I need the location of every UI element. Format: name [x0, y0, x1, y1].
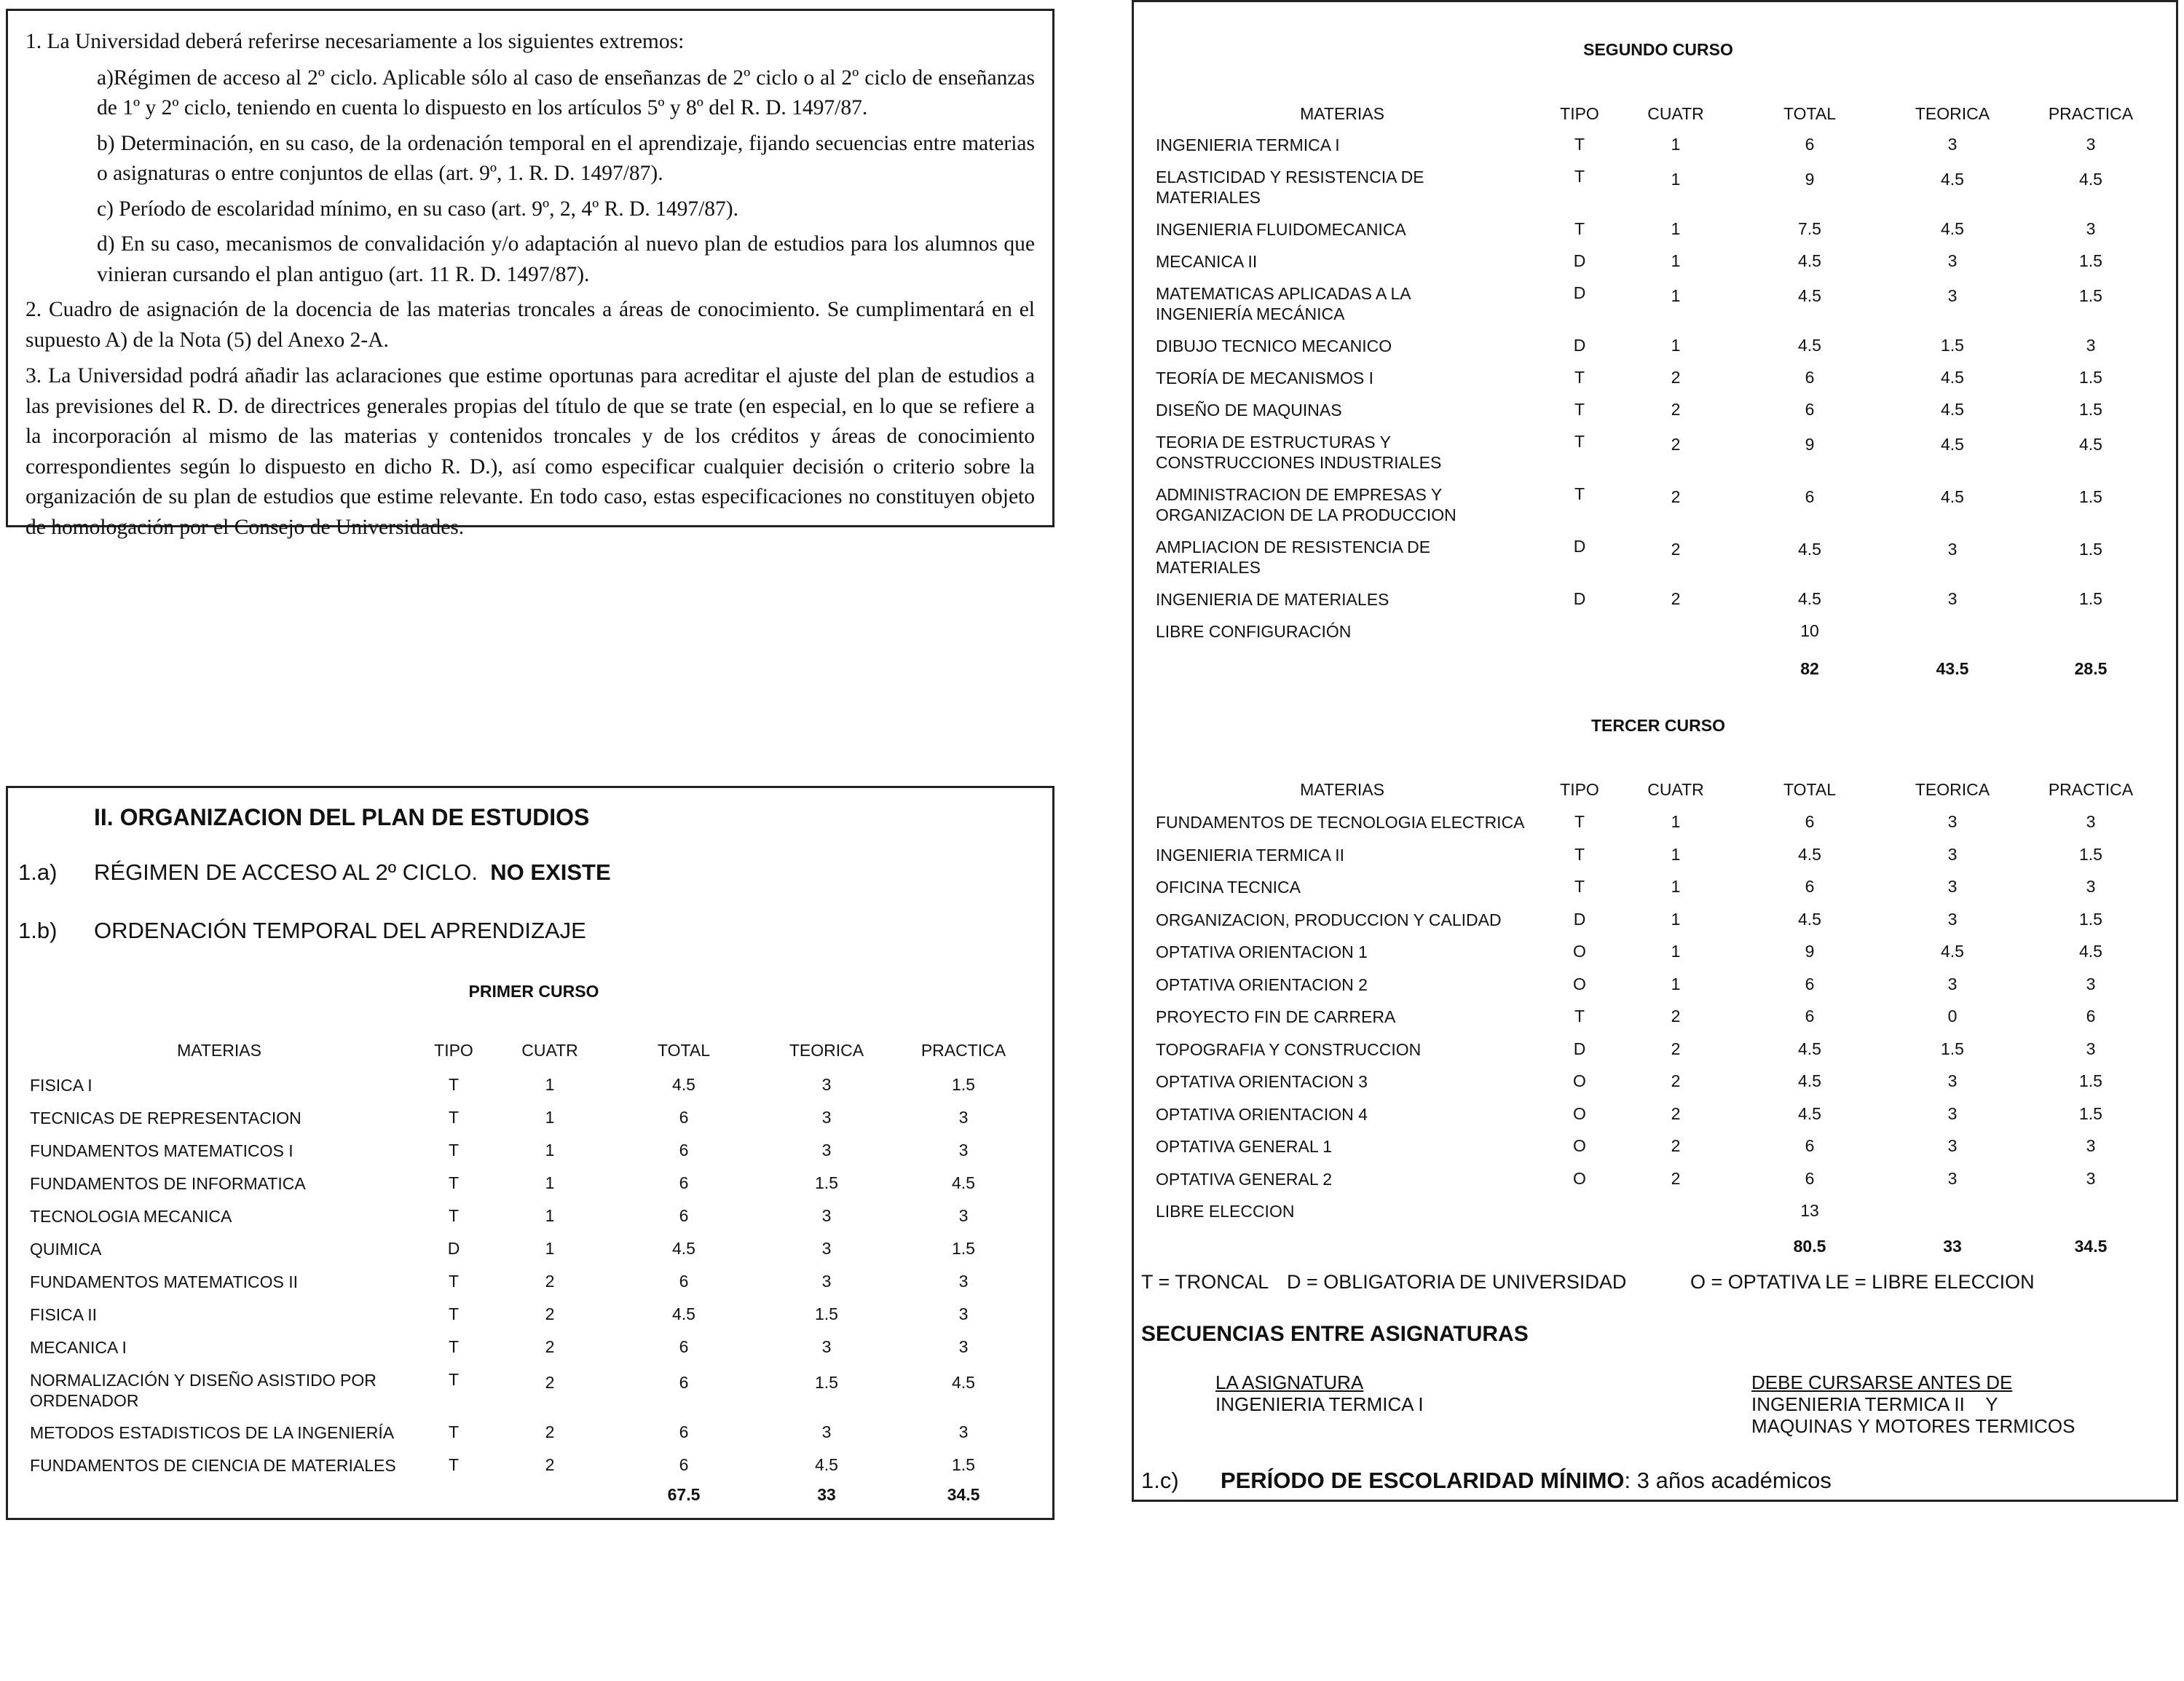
- instruction-item-1c: c) Período de escolaridad mínimo, en su caso (art. 9º, 2, 4º R. D. 1497/87).: [97, 197, 738, 221]
- primer-row-tipo: T: [448, 1206, 460, 1225]
- primer-row-teorica: 3: [821, 1108, 832, 1127]
- segundo-row-total: 6: [1805, 400, 1815, 419]
- segundo-row-teorica: 4.5: [1941, 400, 1964, 419]
- secuencias-col1: [1215, 1371, 1424, 1415]
- primer-row-teorica: 4.5: [815, 1455, 838, 1474]
- primer-row-teorica: 3: [821, 1337, 832, 1356]
- tercer-row-total: 6: [1805, 877, 1815, 896]
- tercer-row-cuatr: 1: [1671, 942, 1681, 961]
- primer-row-practica: 3: [958, 1141, 969, 1160]
- secuencias-col2-head: DEBE CURSARSE ANTES DE: [1751, 1371, 2013, 1393]
- primer-row-teorica: 3: [821, 1239, 832, 1258]
- segundo-row-cuatr: 1: [1671, 251, 1681, 270]
- tercer-row-cuatr: 2: [1671, 1136, 1681, 1155]
- primer-row-practica: 3: [958, 1337, 969, 1356]
- tercer-row-practica: 3: [2086, 974, 2096, 993]
- segundo-header-teorica: TEORICA: [1915, 104, 1990, 123]
- segundo-row-materia: INGENIERIA DE MATERIALES: [1156, 590, 1389, 609]
- segundo-row-teorica: 4.5: [1941, 487, 1964, 506]
- segundo-row-tipo: D: [1573, 336, 1586, 355]
- segundo-row-cuatr: 2: [1671, 540, 1681, 559]
- tercer-row-tipo: O: [1573, 1168, 1586, 1188]
- instruction-item-1: 1. La Universidad deberá referirse necesariamente a los siguientes extremos:: [25, 30, 685, 53]
- tercer-row-cuatr: 2: [1671, 1071, 1681, 1090]
- segundo-row-cuatr: 1: [1671, 135, 1681, 154]
- segundo-row-tipo: T: [1574, 368, 1585, 387]
- segundo-row-total: 9: [1805, 170, 1815, 189]
- heading-1b-number: 1.b): [18, 918, 58, 943]
- tercer-row-materia: PROYECTO FIN DE CARRERA: [1156, 1007, 1396, 1026]
- segundo-row-tipo: D: [1573, 537, 1586, 556]
- tercer-header-cuatr: CUATR: [1647, 780, 1704, 799]
- tercer-row-materia: LIBRE ELECCION: [1156, 1202, 1295, 1221]
- primer-row-cuatr: 2: [545, 1304, 555, 1323]
- legend-troncal: T = TRONCAL: [1141, 1271, 1269, 1293]
- primer-row-materia: FISICA II: [30, 1305, 98, 1324]
- tercer-row-total: 13: [1800, 1201, 1819, 1220]
- secuencias-col2: [1751, 1371, 2075, 1437]
- tercer-row-teorica: 3: [1947, 909, 1958, 929]
- primer-row-total: 6: [679, 1141, 689, 1160]
- primer-row-total: 6: [679, 1272, 689, 1291]
- segundo-row-materia: TEORIA DE ESTRUCTURAS Y CONSTRUCCIONES INDUSTRIALES: [1156, 433, 1442, 472]
- tercer-row-tipo: T: [1574, 877, 1585, 896]
- tercer-row-cuatr: 2: [1671, 1168, 1681, 1188]
- segundo-row-materia: INGENIERIA TERMICA I: [1156, 135, 1340, 154]
- primer-header-teorica: TEORICA: [789, 1041, 864, 1060]
- segundo-row-cuatr: 2: [1671, 487, 1681, 506]
- segundo-row-practica: 3: [2086, 135, 2096, 154]
- tercer-row-teorica: 4.5: [1941, 942, 1964, 961]
- primer-row-materia: METODOS ESTADISTICOS DE LA INGENIERÍA: [30, 1423, 395, 1442]
- primer-row-teorica: 3: [821, 1272, 832, 1291]
- tercer-row-materia: OPTATIVA ORIENTACION 3: [1156, 1072, 1368, 1091]
- segundo-row-teorica: 3: [1947, 251, 1958, 270]
- tercer-row-teorica: 3: [1947, 974, 1958, 993]
- primer-row-total: 6: [679, 1422, 689, 1441]
- primer-row-practica: 1.5: [952, 1239, 975, 1258]
- primer-row-teorica: 1.5: [815, 1373, 838, 1392]
- primer-row-tipo: T: [448, 1304, 460, 1323]
- tercer-row-materia: OPTATIVA ORIENTACION 1: [1156, 942, 1368, 961]
- segundo-row-tipo: D: [1573, 251, 1586, 270]
- segundo-row-materia: ELASTICIDAD Y RESISTENCIA DE MATERIALES: [1156, 168, 1424, 207]
- primer-header-tipo: TIPO: [434, 1041, 473, 1060]
- segundo-row-materia: INGENIERIA FLUIDOMECANICA: [1156, 220, 1406, 239]
- tercer-row-materia: OFICINA TECNICA: [1156, 878, 1301, 897]
- segundo-header-cuatr: CUATR: [1647, 104, 1704, 123]
- tercer-row-total: 4.5: [1798, 1103, 1821, 1123]
- tercer-row-total: 6: [1805, 1007, 1815, 1025]
- tercer-row-practica: 1.5: [2079, 1071, 2102, 1090]
- primer-total-total: 67.5: [667, 1485, 701, 1504]
- tercer-header-teorica: TEORICA: [1915, 780, 1990, 799]
- heading-1a-value: NO EXISTE: [490, 859, 611, 885]
- primer-row-teorica: 1.5: [815, 1304, 838, 1323]
- segundo-row-teorica: 4.5: [1941, 170, 1964, 189]
- tercer-row-practica: 1.5: [2079, 909, 2102, 929]
- secuencias-col2-line2: MAQUINAS Y MOTORES TERMICOS: [1751, 1415, 2075, 1437]
- primer-row-practica: 3: [958, 1206, 969, 1225]
- segundo-row-materia: DISEÑO DE MAQUINAS: [1156, 401, 1342, 420]
- primer-row-teorica: 3: [821, 1422, 832, 1441]
- tercer-row-materia: FUNDAMENTOS DE TECNOLOGIA ELECTRICA: [1156, 813, 1525, 832]
- primer-row-materia: FISICA I: [30, 1076, 92, 1095]
- primer-row-teorica: 1.5: [815, 1173, 838, 1192]
- primer-total-teorica: 33: [817, 1485, 836, 1504]
- primer-row-cuatr: 1: [545, 1173, 555, 1192]
- segundo-row-tipo: T: [1574, 484, 1585, 503]
- primer-row-practica: 3: [958, 1272, 969, 1291]
- segundo-row-practica: 1.5: [2079, 540, 2102, 559]
- segundo-row-materia: MECANICA II: [1156, 252, 1258, 271]
- segundo-header-total: TOTAL: [1783, 104, 1836, 123]
- segundo-row-teorica: 4.5: [1941, 219, 1964, 238]
- tercer-row-teorica: 3: [1947, 812, 1958, 831]
- segundo-row-teorica: 4.5: [1941, 368, 1964, 387]
- tercer-row-materia: OPTATIVA GENERAL 2: [1156, 1169, 1332, 1189]
- segundo-row-practica: 3: [2086, 336, 2096, 355]
- instruction-item-2: 2. Cuadro de asignación de la docencia de las materias troncales a áreas de conocimiento. Se cumplimentará en el supuesto A) de la Nota (5) del Anexo 2-A.: [25, 298, 1035, 352]
- primer-row-cuatr: 1: [545, 1108, 555, 1127]
- primer-row-tipo: T: [448, 1337, 460, 1356]
- tercer-row-total: 4.5: [1798, 1039, 1821, 1058]
- organization-box: [6, 786, 1054, 1520]
- tercer-row-materia: OPTATIVA ORIENTACION 4: [1156, 1104, 1368, 1124]
- periodo-value: : 3 años académicos: [1624, 1468, 1832, 1493]
- primer-row-cuatr: 2: [545, 1373, 555, 1392]
- tercer-row-cuatr: 1: [1671, 877, 1681, 896]
- tercer-row-materia: INGENIERIA TERMICA II: [1156, 845, 1345, 865]
- tercer-row-teorica: 3: [1947, 1136, 1958, 1155]
- segundo-header-tipo: TIPO: [1560, 104, 1599, 123]
- primer-row-practica: 1.5: [952, 1075, 975, 1094]
- tercer-row-tipo: T: [1574, 812, 1585, 831]
- primer-row-total: 4.5: [672, 1239, 695, 1258]
- heading-1b-text: ORDENACIÓN TEMPORAL DEL APRENDIZAJE: [94, 918, 586, 943]
- tercer-row-practica: 1.5: [2079, 1103, 2102, 1123]
- tercer-row-tipo: O: [1573, 1103, 1586, 1123]
- periodo-escolaridad: [1141, 1468, 1832, 1494]
- segundo-row-tipo: T: [1574, 219, 1585, 238]
- segundo-row-materia: AMPLIACION DE RESISTENCIA DE MATERIALES: [1156, 538, 1431, 577]
- tercer-header-total: TOTAL: [1783, 780, 1836, 799]
- segundo-row-total: 7.5: [1798, 219, 1821, 238]
- primer-row-cuatr: 1: [545, 1075, 555, 1094]
- tercer-row-materia: OPTATIVA ORIENTACION 2: [1156, 975, 1368, 994]
- tercer-total-practica: 34.5: [2074, 1236, 2108, 1256]
- segundo-row-cuatr: 2: [1671, 368, 1681, 387]
- primer-row-practica: 4.5: [952, 1373, 975, 1392]
- segundo-row-teorica: 1.5: [1941, 336, 1964, 355]
- tercer-title: TERCER CURSO: [1590, 716, 1725, 735]
- segundo-row-practica: 1.5: [2079, 368, 2102, 387]
- segundo-row-practica: 4.5: [2079, 170, 2102, 189]
- primer-row-tipo: T: [448, 1173, 460, 1192]
- tercer-row-total: 9: [1805, 942, 1815, 961]
- primer-row-practica: 1.5: [952, 1455, 975, 1474]
- segundo-total-teorica: 43.5: [1936, 659, 1969, 678]
- primer-row-practica: 3: [958, 1108, 969, 1127]
- tercer-row-tipo: O: [1573, 974, 1586, 993]
- segundo-row-tipo: T: [1574, 167, 1585, 186]
- primer-row-tipo: T: [448, 1272, 460, 1291]
- segundo-row-cuatr: 1: [1671, 170, 1681, 189]
- tercer-row-total: 6: [1805, 1168, 1815, 1188]
- primer-header-practica: PRACTICA: [920, 1041, 1006, 1060]
- primer-row-total: 4.5: [672, 1304, 695, 1323]
- tercer-row-practica: 3: [2086, 877, 2096, 896]
- tercer-total-teorica: 33: [1943, 1236, 1962, 1256]
- segundo-header-materias: MATERIAS: [1300, 104, 1384, 123]
- primer-row-teorica: 3: [821, 1206, 832, 1225]
- tercer-row-total: 4.5: [1798, 844, 1821, 864]
- instruction-item-1a: a)Régimen de acceso al 2º ciclo. Aplicable sólo al caso de enseñanzas de 2º ciclo o al 2º ciclo de enseñanzas de 1º y 2º ciclo, teniendo en cuenta lo dispuesto en los artículos 5º y 8º del R. D. 1497/87.: [97, 66, 1035, 119]
- segundo-row-total: 4.5: [1798, 336, 1821, 355]
- primer-row-tipo: T: [448, 1075, 460, 1094]
- segundo-row-total: 4.5: [1798, 251, 1821, 270]
- legend-obligatoria: D = OBLIGATORIA DE UNIVERSIDAD: [1287, 1271, 1627, 1293]
- segundo-row-total: 6: [1805, 487, 1815, 506]
- heading-1b: [18, 918, 586, 944]
- primer-row-practica: 4.5: [952, 1173, 975, 1192]
- course-plan-box: [1132, 0, 2178, 1502]
- tercer-row-cuatr: 1: [1671, 909, 1681, 929]
- tercer-row-tipo: D: [1573, 1039, 1586, 1058]
- primer-row-total: 6: [679, 1373, 689, 1392]
- primer-row-materia: FUNDAMENTOS DE CIENCIA DE MATERIALES: [30, 1456, 396, 1475]
- segundo-row-tipo: T: [1574, 432, 1585, 451]
- tercer-header-tipo: TIPO: [1560, 780, 1599, 799]
- primer-row-total: 4.5: [672, 1075, 695, 1094]
- tercer-row-cuatr: 2: [1671, 1103, 1681, 1123]
- primer-row-materia: NORMALIZACIÓN Y DISEÑO ASISTIDO POR ORDENADOR: [30, 1371, 377, 1410]
- segundo-row-cuatr: 1: [1671, 336, 1681, 355]
- secuencias-title: SECUENCIAS ENTRE ASIGNATURAS: [1141, 1322, 1529, 1346]
- segundo-row-teorica: 3: [1947, 589, 1958, 608]
- segundo-row-total: 6: [1805, 135, 1815, 154]
- segundo-row-total: 6: [1805, 368, 1815, 387]
- segundo-row-total: 4.5: [1798, 589, 1821, 608]
- segundo-row-cuatr: 2: [1671, 435, 1681, 454]
- primer-row-total: 6: [679, 1173, 689, 1192]
- primer-row-tipo: T: [448, 1422, 460, 1441]
- primer-row-cuatr: 2: [545, 1272, 555, 1291]
- segundo-row-teorica: 3: [1947, 540, 1958, 559]
- segundo-total-practica: 28.5: [2074, 659, 2108, 678]
- segundo-row-cuatr: 2: [1671, 400, 1681, 419]
- primer-row-cuatr: 2: [545, 1455, 555, 1474]
- tercer-row-tipo: T: [1574, 1007, 1585, 1025]
- segundo-row-practica: 1.5: [2079, 487, 2102, 506]
- segundo-row-tipo: D: [1573, 283, 1586, 302]
- primer-row-tipo: T: [448, 1370, 460, 1389]
- segundo-row-practica: 1.5: [2079, 286, 2102, 305]
- tercer-row-total: 4.5: [1798, 909, 1821, 929]
- primer-row-total: 6: [679, 1455, 689, 1474]
- heading-1a-number: 1.a): [18, 859, 58, 885]
- segundo-row-materia: DIBUJO TECNICO MECANICO: [1156, 336, 1392, 355]
- segundo-row-materia: TEORÍA DE MECANISMOS I: [1156, 369, 1374, 387]
- tercer-row-teorica: 3: [1947, 877, 1958, 896]
- tercer-row-practica: 3: [2086, 1168, 2096, 1188]
- tercer-row-materia: TOPOGRAFIA Y CONSTRUCCION: [1156, 1039, 1422, 1059]
- segundo-row-teorica: 3: [1947, 135, 1958, 154]
- secuencias-col2-line1: INGENIERIA TERMICA II Y: [1751, 1393, 1998, 1415]
- primer-row-cuatr: 2: [545, 1422, 555, 1441]
- tercer-row-tipo: O: [1573, 1071, 1586, 1090]
- segundo-row-total: 9: [1805, 435, 1815, 454]
- primer-row-teorica: 3: [821, 1075, 832, 1094]
- primer-row-total: 6: [679, 1337, 689, 1356]
- tercer-row-cuatr: 1: [1671, 974, 1681, 993]
- instruction-item-3: 3. La Universidad podrá añadir las aclaraciones que estime oportunas para acreditar el ajuste del plan de estudios a las previsiones del R. D. de directrices generales propias del título de que se trate (en especial, en lo que se refiere a la incorporación al mismo de las materias y contenidos troncales y de los créditos y áreas de conocimiento correspondientes según lo dispuesto en dicho R. D.), así como especificar cualquier decisión o criterio sobre la organización de su plan de estudios que estime relevante. En todo caso, estas especificaciones no constituyen objeto de homologación por el Consejo de Universidades.: [25, 364, 1035, 539]
- primer-row-materia: TECNOLOGIA MECANICA: [30, 1207, 232, 1226]
- primer-header-cuatr: CUATR: [521, 1041, 578, 1060]
- tercer-row-tipo: D: [1573, 909, 1586, 929]
- secuencias-col1-value: INGENIERIA TERMICA I: [1215, 1393, 1424, 1415]
- tercer-row-tipo: T: [1574, 844, 1585, 864]
- primer-row-materia: QUIMICA: [30, 1240, 102, 1259]
- primer-row-tipo: T: [448, 1455, 460, 1474]
- primer-row-materia: FUNDAMENTOS DE INFORMATICA: [30, 1174, 306, 1193]
- segundo-row-total: 4.5: [1798, 540, 1821, 559]
- tercer-row-practica: 3: [2086, 1136, 2096, 1155]
- primer-row-materia: MECANICA I: [30, 1338, 127, 1357]
- heading-1a-text: RÉGIMEN DE ACCESO AL 2º CICLO.: [94, 859, 478, 885]
- segundo-row-tipo: T: [1574, 135, 1585, 154]
- tercer-row-total: 6: [1805, 812, 1815, 831]
- segundo-row-cuatr: 2: [1671, 589, 1681, 608]
- tercer-row-teorica: 3: [1947, 1071, 1958, 1090]
- segundo-row-practica: 1.5: [2079, 400, 2102, 419]
- tercer-header-practica: PRACTICA: [2048, 780, 2134, 799]
- tercer-row-tipo: O: [1573, 942, 1586, 961]
- primer-row-materia: FUNDAMENTOS MATEMATICOS II: [30, 1272, 299, 1291]
- tercer-row-practica: 4.5: [2079, 942, 2102, 961]
- primer-row-practica: 3: [958, 1304, 969, 1323]
- tercer-row-cuatr: 1: [1671, 812, 1681, 831]
- primer-row-cuatr: 2: [545, 1337, 555, 1356]
- tercer-row-teorica: 0: [1947, 1007, 1958, 1025]
- segundo-row-teorica: 3: [1947, 286, 1958, 305]
- instruction-item-1d: d) En su caso, mecanismos de convalidación y/o adaptación al nuevo plan de estudios para los alumnos que vinieran cursando el plan antiguo (art. 11 R. D. 1497/87).: [97, 232, 1035, 286]
- periodo-number: 1.c): [1141, 1468, 1179, 1493]
- tercer-row-cuatr: 2: [1671, 1007, 1681, 1025]
- segundo-row-materia: MATEMATICAS APLICADAS A LA INGENIERÍA MECÁNICA: [1156, 284, 1411, 323]
- segundo-row-practica: 4.5: [2079, 435, 2102, 454]
- segundo-row-cuatr: 1: [1671, 286, 1681, 305]
- segundo-row-cuatr: 1: [1671, 219, 1681, 238]
- legend-optativa: O = OPTATIVA LE = LIBRE ELECCION: [1690, 1271, 2035, 1293]
- tercer-total-total: 80.5: [1793, 1236, 1826, 1256]
- periodo-label: PERÍODO DE ESCOLARIDAD MÍNIMO: [1220, 1468, 1625, 1493]
- tercer-row-practica: 6: [2086, 1007, 2096, 1025]
- tercer-row-tipo: O: [1573, 1136, 1586, 1155]
- tercer-row-practica: 3: [2086, 812, 2096, 831]
- segundo-row-teorica: 4.5: [1941, 435, 1964, 454]
- tercer-row-cuatr: 1: [1671, 844, 1681, 864]
- primer-row-cuatr: 1: [545, 1141, 555, 1160]
- primer-title: PRIMER CURSO: [468, 982, 599, 1001]
- secuencias-col1-head: LA ASIGNATURA: [1215, 1371, 1364, 1393]
- segundo-row-materia: ADMINISTRACION DE EMPRESAS Y ORGANIZACION DE LA PRODUCCION: [1156, 485, 1456, 524]
- tercer-row-teorica: 3: [1947, 844, 1958, 864]
- tercer-row-cuatr: 2: [1671, 1039, 1681, 1058]
- primer-row-materia: TECNICAS DE REPRESENTACION: [30, 1109, 301, 1127]
- tercer-row-teorica: 1.5: [1941, 1039, 1964, 1058]
- segundo-row-practica: 1.5: [2079, 589, 2102, 608]
- tercer-row-total: 4.5: [1798, 1071, 1821, 1090]
- segundo-row-total: 10: [1800, 621, 1819, 640]
- instruction-item-1b: b) Determinación, en su caso, de la ordenación temporal en el aprendizaje, fijando secuencias entre materias o asignaturas o entre conjuntos de ellas (art. 9º, 1. R. D. 1497/87).: [97, 131, 1035, 185]
- tercer-row-materia: OPTATIVA GENERAL 1: [1156, 1137, 1332, 1156]
- primer-row-tipo: T: [448, 1141, 460, 1160]
- primer-row-practica: 3: [958, 1422, 969, 1441]
- primer-row-cuatr: 1: [545, 1206, 555, 1225]
- segundo-header-practica: PRACTICA: [2048, 104, 2134, 123]
- primer-row-tipo: T: [448, 1108, 460, 1127]
- segundo-row-materia: LIBRE CONFIGURACIÓN: [1156, 622, 1352, 641]
- segundo-total-total: 82: [1800, 659, 1819, 678]
- segundo-row-tipo: T: [1574, 400, 1585, 419]
- tercer-row-practica: 1.5: [2079, 844, 2102, 864]
- tercer-row-teorica: 3: [1947, 1103, 1958, 1123]
- tercer-row-total: 6: [1805, 1136, 1815, 1155]
- primer-row-total: 6: [679, 1206, 689, 1225]
- section-title: II. ORGANIZACION DEL PLAN DE ESTUDIOS: [94, 804, 590, 830]
- tercer-row-practica: 3: [2086, 1039, 2096, 1058]
- primer-total-practica: 34.5: [947, 1485, 980, 1504]
- segundo-row-total: 4.5: [1798, 286, 1821, 305]
- tercer-row-materia: ORGANIZACION, PRODUCCION Y CALIDAD: [1156, 910, 1502, 929]
- primer-header-total: TOTAL: [658, 1041, 710, 1060]
- tercer-row-total: 6: [1805, 974, 1815, 993]
- instructions-box: [6, 9, 1054, 539]
- heading-1a: [18, 859, 611, 886]
- primer-header-materias: MATERIAS: [177, 1041, 261, 1060]
- primer-row-total: 6: [679, 1108, 689, 1127]
- primer-row-cuatr: 1: [545, 1239, 555, 1258]
- segundo-row-practica: 3: [2086, 219, 2096, 238]
- primer-row-materia: FUNDAMENTOS MATEMATICOS I: [30, 1141, 293, 1160]
- segundo-row-tipo: D: [1573, 589, 1586, 608]
- primer-row-teorica: 3: [821, 1141, 832, 1160]
- tercer-row-teorica: 3: [1947, 1168, 1958, 1188]
- tercer-header-materias: MATERIAS: [1300, 780, 1384, 799]
- segundo-title: SEGUNDO CURSO: [1583, 40, 1733, 59]
- primer-row-tipo: D: [447, 1239, 460, 1258]
- segundo-row-practica: 1.5: [2079, 251, 2102, 270]
